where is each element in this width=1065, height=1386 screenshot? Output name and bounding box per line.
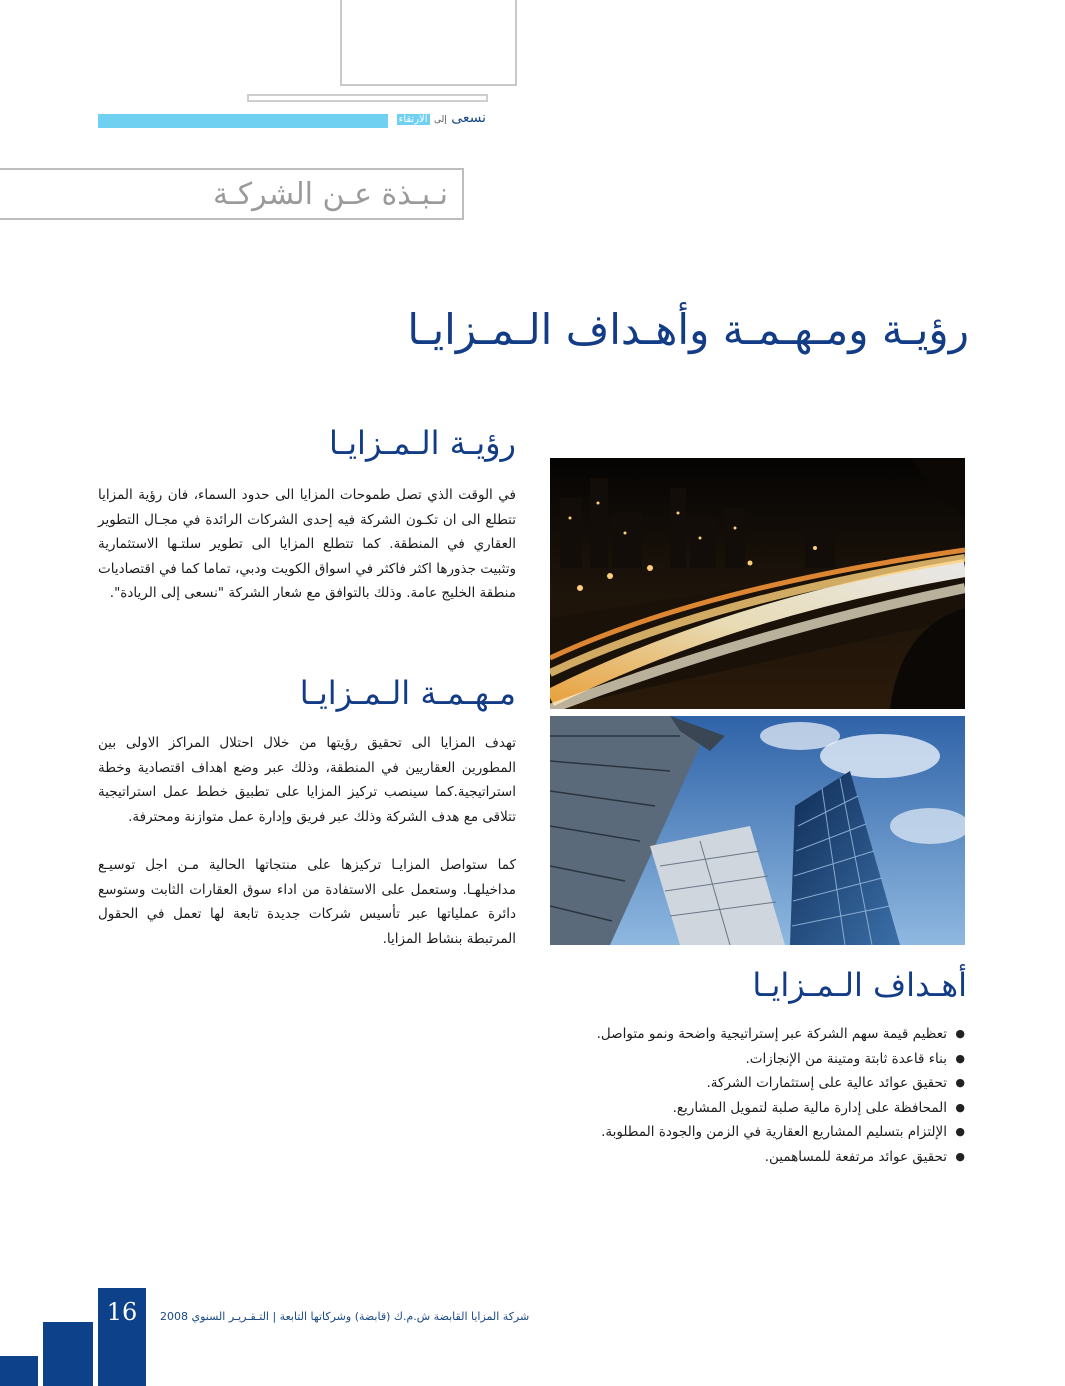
header-frame-bar [247,94,488,102]
list-item: ● تحقيق عوائد مرتفعة للمساهمين. [485,1145,965,1170]
footer-block [0,1356,38,1386]
list-item: ● بناء قاعدة ثابتة ومتينة من الإنجازات. [485,1047,965,1072]
mission-text-1: تهدف المزايا الى تحقيق رؤيتها من خلال احتلال المراكز الاولى بين المطورين العقاريين في المنطقة، وذلك عبر وضع اهداف اقتصادية وخطة استراتيجية.كما سينصب تركيز المزايا على تطبيق خطط عمل استراتيجية تتلاقى مع هدف الشركة وذلك عبر فريق وإدارة عمل متوازنة ومحترفة. [98,735,516,825]
vision-heading: رؤيـة الـمـزايـا [329,424,516,462]
tagline-highlight: الارتقاء [398,114,428,125]
section-label-box [0,168,464,220]
list-item: ● تحقيق عوائد عالية على إستثمارات الشركة. [485,1071,965,1096]
tagline-accent [98,114,388,128]
list-item: ● المحافظة على إدارة مالية صلبة لتمويل المشاريع. [485,1096,965,1121]
towers-photo [550,716,965,945]
list-item: ● تعظيم قيمة سهم الشركة عبر إستراتيجية واضحة ونمو متواصل. [485,1022,965,1047]
mission-heading: مـهـمـة الـمـزايـا [299,674,516,712]
tagline [397,110,486,126]
footer-text: شركة المزايا القابضة ش.م.ك (قابضة) وشركاتها التابعة | التـقـريـر السنوي 2008 [160,1310,530,1323]
page-number: 16 [98,1288,146,1386]
tagline-small: إلى [433,115,447,125]
page-title: رؤيـة ومـهـمـة وأهـداف الـمـزايـا [407,305,969,354]
goals-heading: أهـداف الـمـزايـا [752,966,967,1004]
tagline-bar [98,110,486,128]
night-highway-photo [550,458,965,709]
list-item: ● الإلتزام بتسليم المشاريع العقارية في الزمن والجودة المطلوبة. [485,1120,965,1145]
section-label: نـبـذة عـن الشركـة [213,176,448,212]
mission-text-2: كما ستواصل المزايـا تركيزها على منتجاتها الحالية مـن اجل توسيـع مداخيلهـا. وستعمل على الاستفادة من اداء سوق العقارات الثابت وستوسع دائرة عملياتها عبر تأسيس شركات جديدة تابعة لها تعمل في الحقول المرتبطة بنشاط المزايا. [98,857,516,947]
footer-block [43,1322,93,1386]
header-frame [340,0,517,86]
vision-text: في الوقت الذي تصل طموحات المزايا الى حدود السماء، فان رؤية المزايا تتطلع الى ان تكـون الشركة فيه إحدى الشركات الرائدة في مجـال التطوير العقاري في المنطقة. كما تتطلع المزايا الى تطوير سلتـها الاستثمارية وتثبيت جذورها اكثر فاكثر في اسواق الكويت ودبي، تماما كما في اقتصاديات منطقة الخليج عامة. وذلك بالتوافق مع شعار الشركة "نسعى إلى الريادة". [98,487,516,601]
goals-list [485,1022,965,1169]
tagline-main: نسعى [451,110,486,126]
